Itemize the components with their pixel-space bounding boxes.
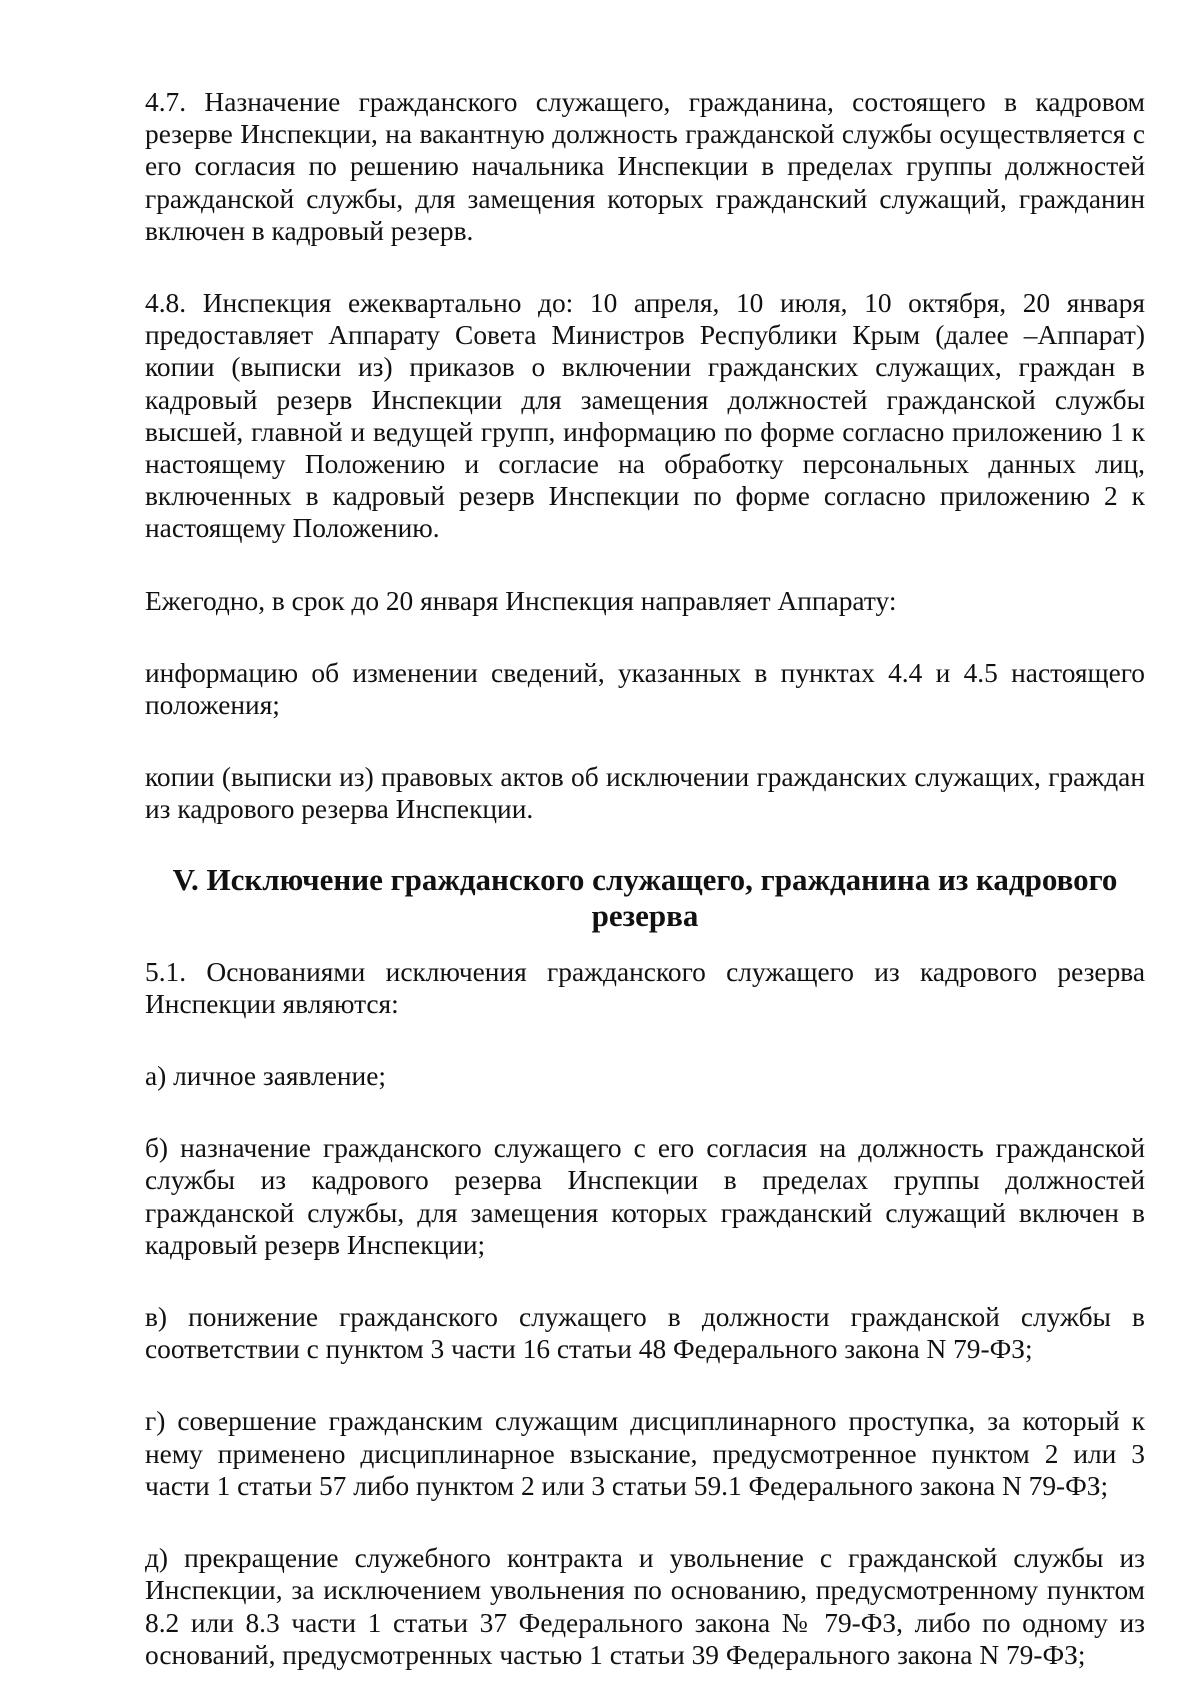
list-item-a: а) личное заявление; <box>145 1061 386 1092</box>
list-item-v: в) понижение гражданского служащего в должности гражданской службы в соответствии с пунктом 3 части 16 статьи 48 Федерального закона N 79-ФЗ; <box>145 1302 1145 1365</box>
paragraph-copies: копии (выписки из) правовых актов об исключении гражданских служащих, граждан из кадрового резерва Инспекции. <box>145 762 1145 825</box>
paragraph-annual: Ежегодно, в срок до 20 января Инспекция направляет Аппарату: <box>145 585 897 616</box>
paragraph-info-changes: информацию об изменении сведений, указанных в пунктах 4.4 и 4.5 настоящего положения; <box>145 657 1145 721</box>
list-item-b: б) назначение гражданского служащего с его согласия на должность гражданской службы из кадрового резерва Инспекции в пределах группы должностей гражданской службы, для замещения которых гражданский служащий включен в кадровый резерв Инспекции; <box>145 1133 1145 1260</box>
paragraph-4-8: 4.8. Инспекция ежеквартально до: 10 апреля, 10 июля, 10 октября, 20 января предоставляет Аппарату Совета Министров Республики Крым (далее –Аппарат) копии (выписки из) приказов о включении гражданских служащих, граждан в кадровый резерв Инспекции для замещения должностей гражданской службы высшей, главной и ведущей групп, информацию по форме согласно приложению 1 к настоящему Положению и согласие на обработку персональных данных лиц, включенных в кадровый резерв Инспекции по форме согласно приложению 2 к настоящему Положению. <box>145 288 1145 544</box>
list-item-d: д) прекращение служебного контракта и увольнение с гражданской службы из Инспекции, за исключением увольнения по основанию, предусмотренному пунктом 8.2 или 8.3 части 1 статьи 37 Федерального закона № 79-ФЗ, либо по одному из оснований, предусмотренных частью 1 статьи 39 Федерального закона N 79-ФЗ; <box>145 1543 1145 1670</box>
paragraph-5-1: 5.1. Основаниями исключения гражданского служащего из кадрового резерва Инспекции являются: <box>145 956 1145 1019</box>
list-item-g: г) совершение гражданским служащим дисциплинарного проступка, за который к нему применено дисциплинарное взыскание, предусмотренное пунктом 2 или 3 части 1 статьи 57 либо пунктом 2 или 3 статьи 59.1 Федерального закона N 79-ФЗ; <box>145 1406 1145 1501</box>
document-page <box>145 86 1145 1671</box>
section-heading: V. Исключение гражданского служащего, гражданина из кадрового резерва <box>172 861 1118 933</box>
paragraph-4-7: 4.7. Назначение гражданского служащего, гражданина, состоящего в кадровом резерве Инспекции, на вакантную должность гражданской службы осуществляется с его согласия по решению начальника Инспекции в пределах группы должностей гражданской службы, для замещения которых гражданский служащий, гражданин включен в кадровый резерв. <box>145 87 1145 246</box>
